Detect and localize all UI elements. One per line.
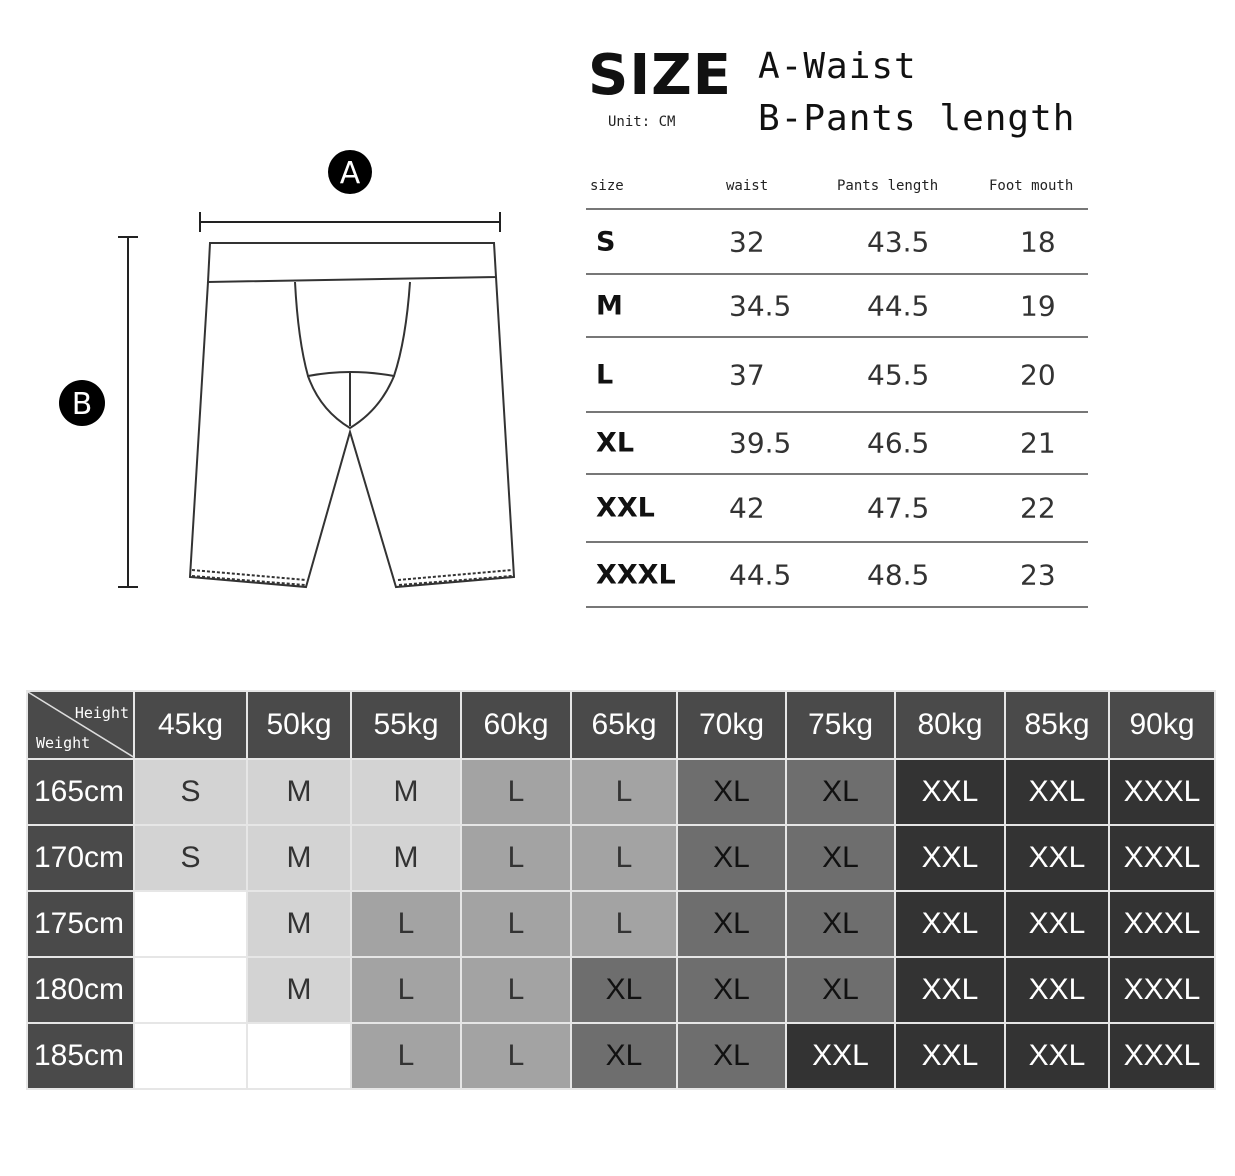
size-value: XXXL <box>596 559 676 590</box>
weight-header: 55kg <box>351 691 461 759</box>
column-header-foot-mouth: Foot mouth <box>989 178 1074 194</box>
size-value: L <box>596 359 614 390</box>
table-row <box>586 413 1088 475</box>
size-cell: L <box>461 1023 571 1089</box>
size-cell: L <box>351 957 461 1023</box>
corner-weight-label: Weight <box>36 734 91 752</box>
column-header-size: size <box>590 178 624 194</box>
size-cell: XL <box>786 891 895 957</box>
waist-value: 37 <box>729 358 765 391</box>
waist-value: 39.5 <box>729 426 792 460</box>
size-cell: XXXL <box>1109 759 1215 825</box>
weight-header: 50kg <box>247 691 351 759</box>
size-cell: M <box>247 957 351 1023</box>
height-row-header: 165cm <box>27 759 134 825</box>
waist-value: 32 <box>729 225 765 258</box>
size-cell: L <box>461 891 571 957</box>
size-cell: S <box>134 759 247 825</box>
size-cell: L <box>461 957 571 1023</box>
weight-header: 90kg <box>1109 691 1215 759</box>
height-row-header: 185cm <box>27 1023 134 1089</box>
size-cell: XXXL <box>1109 957 1215 1023</box>
weight-header: 45kg <box>134 691 247 759</box>
pants-length-value: 44.5 <box>867 289 930 322</box>
size-cell: XL <box>786 825 895 891</box>
size-cell: XXL <box>895 891 1005 957</box>
size-cell: XXL <box>895 957 1005 1023</box>
foot-mouth-value: 22 <box>1020 491 1056 525</box>
size-cell: XXL <box>1005 957 1109 1023</box>
size-value: M <box>596 290 623 321</box>
weight-header: 85kg <box>1005 691 1109 759</box>
size-cell: XXL <box>895 1023 1005 1089</box>
size-cell <box>247 1023 351 1089</box>
weight-header: 80kg <box>895 691 1005 759</box>
table-row <box>586 210 1088 275</box>
grid-row <box>27 957 1215 1023</box>
table-row <box>586 338 1088 413</box>
column-header-waist: waist <box>726 178 769 194</box>
legend-b: B-Pants length <box>758 98 1076 139</box>
size-cell: XL <box>571 957 677 1023</box>
size-cell: XL <box>677 1023 786 1089</box>
size-cell: L <box>351 891 461 957</box>
weight-header: 65kg <box>571 691 677 759</box>
shorts-outline <box>190 243 514 587</box>
grid-row <box>27 1023 1215 1089</box>
foot-mouth-value: 21 <box>1020 426 1056 460</box>
grid-corner-cell <box>27 691 134 759</box>
height-row-header: 180cm <box>27 957 134 1023</box>
table-row <box>586 475 1088 543</box>
size-cell: L <box>571 891 677 957</box>
size-cell: XXXL <box>1109 1023 1215 1089</box>
size-cell <box>134 957 247 1023</box>
waist-value: 44.5 <box>729 558 792 591</box>
foot-mouth-value: 19 <box>1020 289 1056 322</box>
size-cell: XXXL <box>1109 825 1215 891</box>
pants-length-value: 47.5 <box>867 491 930 525</box>
weight-header: 75kg <box>786 691 895 759</box>
grid-row <box>27 891 1215 957</box>
height-weight-size-grid <box>26 690 1216 1090</box>
size-measurement-table <box>586 172 1088 608</box>
height-row-header: 170cm <box>27 825 134 891</box>
grid-row <box>27 825 1215 891</box>
legend-a: A-Waist <box>758 46 917 87</box>
size-cell: L <box>461 825 571 891</box>
size-value: S <box>596 226 616 257</box>
corner-height-label: Height <box>74 704 129 722</box>
pants-length-value: 43.5 <box>867 225 930 258</box>
size-cell: XXL <box>1005 891 1109 957</box>
column-header-pants-length: Pants length <box>837 178 939 194</box>
table-row <box>586 543 1088 608</box>
size-cell <box>134 891 247 957</box>
size-cell: XL <box>677 957 786 1023</box>
pants-length-value: 46.5 <box>867 426 930 460</box>
size-cell: L <box>571 825 677 891</box>
table-row <box>586 275 1088 338</box>
size-value: XXL <box>596 492 655 524</box>
size-cell: XL <box>677 825 786 891</box>
unit-label: Unit: CM <box>608 114 676 130</box>
size-value: XL <box>596 427 635 459</box>
size-cell: L <box>461 759 571 825</box>
height-row-header: 175cm <box>27 891 134 957</box>
size-table-header <box>586 172 1088 210</box>
size-title: SIZE <box>588 43 733 108</box>
size-cell: XL <box>677 891 786 957</box>
size-cell: XL <box>571 1023 677 1089</box>
waist-value: 34.5 <box>729 289 792 322</box>
foot-mouth-value: 20 <box>1020 358 1056 391</box>
size-cell: S <box>134 825 247 891</box>
label-b: B <box>71 387 93 422</box>
size-cell: XL <box>786 957 895 1023</box>
size-cell: XXL <box>1005 759 1109 825</box>
waist-value: 42 <box>729 491 765 525</box>
foot-mouth-value: 18 <box>1020 225 1056 258</box>
size-cell: XXL <box>895 759 1005 825</box>
weight-header: 60kg <box>461 691 571 759</box>
label-a: A <box>339 156 361 191</box>
grid-header-row <box>27 691 1215 759</box>
size-cell <box>134 1023 247 1089</box>
size-cell: XXL <box>1005 825 1109 891</box>
size-cell: XXL <box>895 825 1005 891</box>
size-cell: L <box>351 1023 461 1089</box>
pants-length-value: 48.5 <box>867 558 930 591</box>
size-cell: XXL <box>1005 1023 1109 1089</box>
size-cell: XL <box>786 759 895 825</box>
size-cell: M <box>247 891 351 957</box>
shorts-diagram <box>50 140 530 610</box>
size-cell: M <box>247 825 351 891</box>
size-cell: M <box>247 759 351 825</box>
size-cell: L <box>571 759 677 825</box>
size-cell: M <box>351 759 461 825</box>
size-cell: XXXL <box>1109 891 1215 957</box>
weight-header: 70kg <box>677 691 786 759</box>
pants-length-value: 45.5 <box>867 358 930 391</box>
foot-mouth-value: 23 <box>1020 558 1056 591</box>
grid-row <box>27 759 1215 825</box>
size-cell: XL <box>677 759 786 825</box>
size-cell: M <box>351 825 461 891</box>
size-cell: XXL <box>786 1023 895 1089</box>
